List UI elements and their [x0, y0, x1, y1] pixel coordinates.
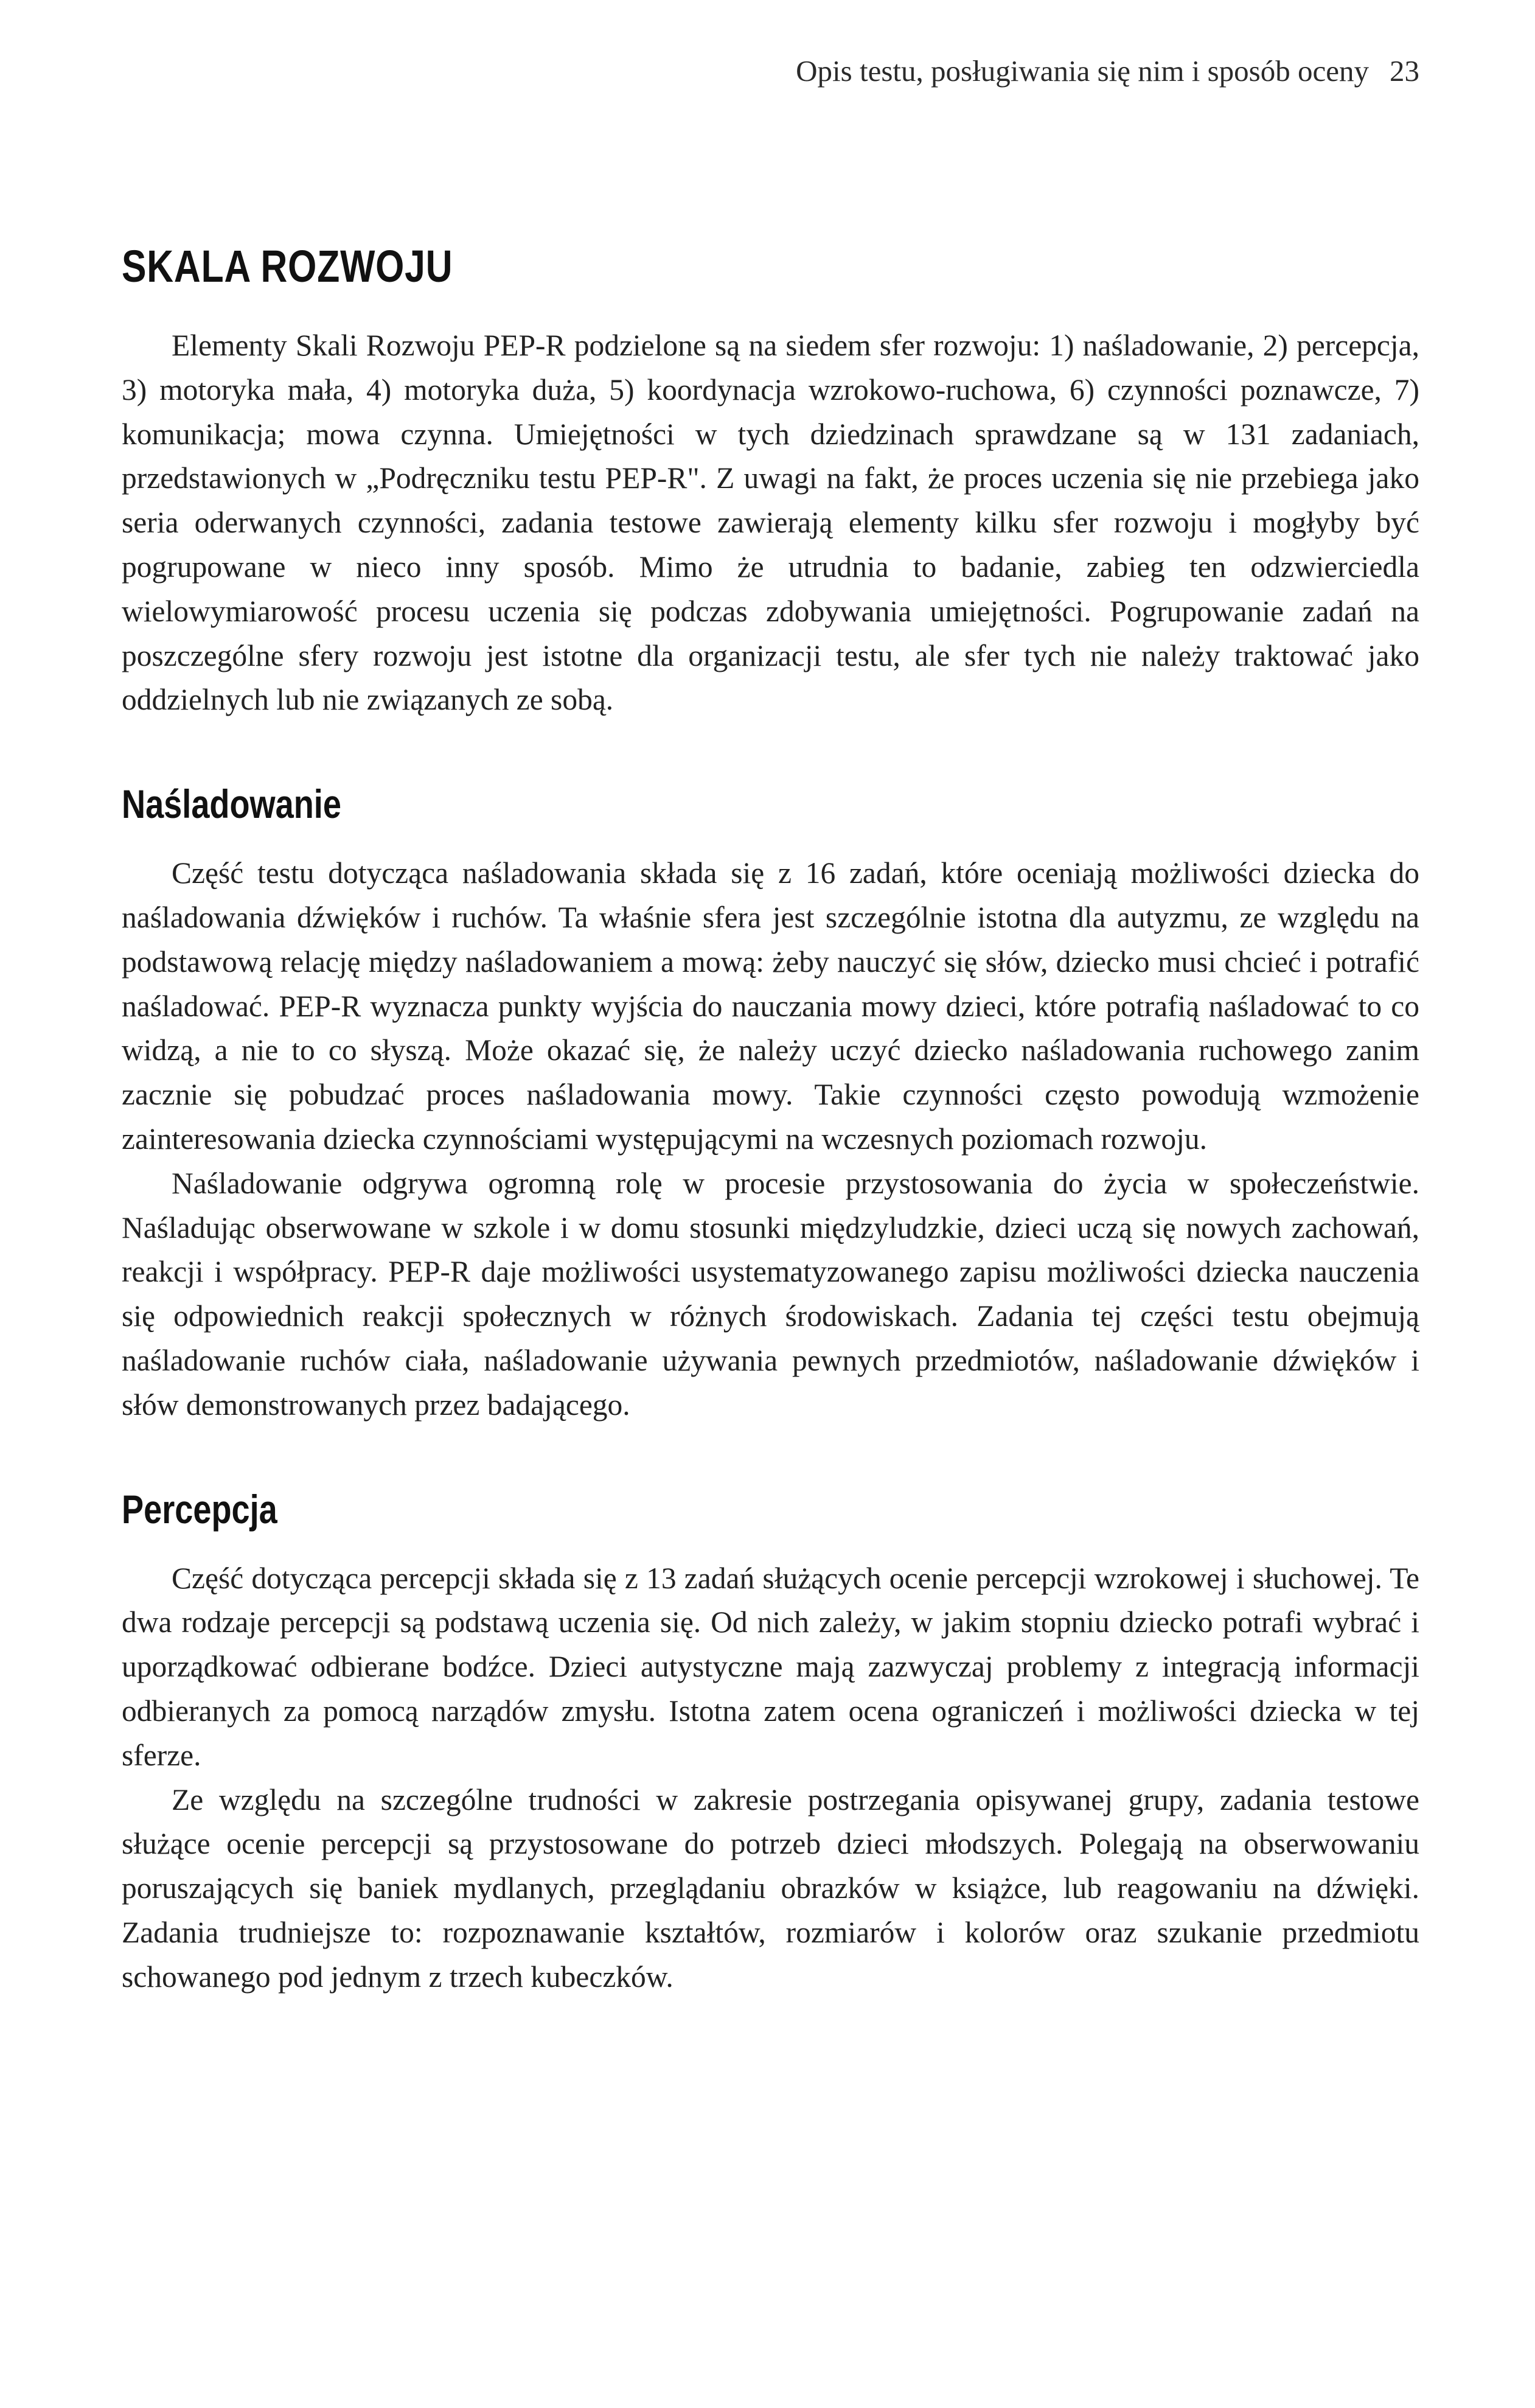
- perception-heading: Percepcja: [122, 1486, 277, 1532]
- running-header: [796, 54, 1419, 88]
- imitation-paragraph-2: Naśladowanie odgrywa ogromną rolę w procesie przystosowania do życia w społeczeństwie. Naśladując obserwowane w szkole i w domu stosunki międzyludzkie, dzieci uczą się nowych zachowań, reakcji i współpracy. PEP-R daje możliwości usystematyzowanego zapisu możliwości dziecka nauczenia się odpowiednich reakcji społecznych w różnych środowiskach. Zadania tej części testu obejmują naśladowanie ruchów ciała, naśladowanie używania pewnych przedmiotów, naśladowanie dźwięków i słów demonstrowanych przez badającego.: [122, 1166, 1419, 1422]
- section-title: SKALA ROZWOJU: [122, 241, 453, 291]
- intro-paragraph: Elementy Skali Rozwoju PEP-R podzielone są na siedem sfer rozwoju: 1) naśladowanie, 2) percepcja, 3) motoryka mała, 4) motoryka duża, 5) koordynacja wzrokowo-ruchowa, 6) czynności poznawcze, 7) komunikacja; mowa czynna. Umiejętności w tych dziedzinach sprawdzane są w 131 zadaniach, przedstawionych w „Podręczniku testu PEP-R". Z uwagi na fakt, że proces uczenia się nie przebiega jako seria oderwanych czynności, zadania testowe zawierają elementy kilku sfer rozwoju i mogłyby być pogrupowane w nieco inny sposób. Mimo że utrudnia to badanie, zabieg ten odzwierciedla wielowymiarowość procesu uczenia się podczas zdobywania umiejętności. Pogrupowanie zadań na poszczególne sfery rozwoju jest istotne dla organizacji testu, ale sfer tych nie należy traktować jako oddzielnych lub nie związanych ze sobą.: [122, 329, 1419, 717]
- perception-paragraph-2: Ze względu na szczególne trudności w zakresie postrzegania opisywanej grupy, zadania testowe służące ocenie percepcji są przystosowane do potrzeb dzieci młodszych. Polegają na obserwowaniu poruszających się baniek mydlanych, przeglądaniu obrazków w książce, lub reagowaniu na dźwięki. Zadania trudniejsze to: rozpoznawanie kształtów, rozmiarów i kolorów oraz szukanie przedmiotu schowanego pod jednym z trzech kubeczków.: [122, 1782, 1419, 1994]
- page-content: [122, 240, 1419, 2000]
- perception-paragraph-1: Część dotycząca percepcji składa się z 13 zadań służących ocenie percepcji wzrokowej i słuchowej. Te dwa rodzaje percepcji są podstawą uczenia się. Od nich zależy, w jakim stopniu dziecko potrafi wybrać i uporządkować odbierane bodźce. Dzieci autystyczne mają zazwyczaj problemy z integracją informacji odbieranych za pomocą narządów zmysłu. Istotna zatem ocena ograniczeń i możliwości dziecka w tej sferze.: [122, 1561, 1419, 1772]
- running-title: Opis testu, posługiwania się nim i sposób oceny: [796, 54, 1369, 88]
- page-number: 23: [1390, 54, 1419, 88]
- imitation-paragraph-1: Część testu dotycząca naśladowania składa się z 16 zadań, które oceniają możliwości dziecka do naśladowania dźwięków i ruchów. Ta właśnie sfera jest szczególnie istotna dla autyzmu, ze względu na podstawową relację między naśladowaniem a mową: żeby nauczyć się słów, dziecko musi chcieć i potrafić naśladować. PEP-R wyznacza punkty wyjścia do nauczania mowy dzieci, które potrafią naśladować to co widzą, a nie to co słyszą. Może okazać się, że należy uczyć dziecko naśladowania ruchowego zanim zacznie się pobudzać proces naśladowania mowy. Takie czynności często powodują wzmożenie zainteresowania dziecka czynnościami występującymi na wczesnych poziomach rozwoju.: [122, 856, 1419, 1156]
- imitation-heading: Naśladowanie: [122, 781, 341, 827]
